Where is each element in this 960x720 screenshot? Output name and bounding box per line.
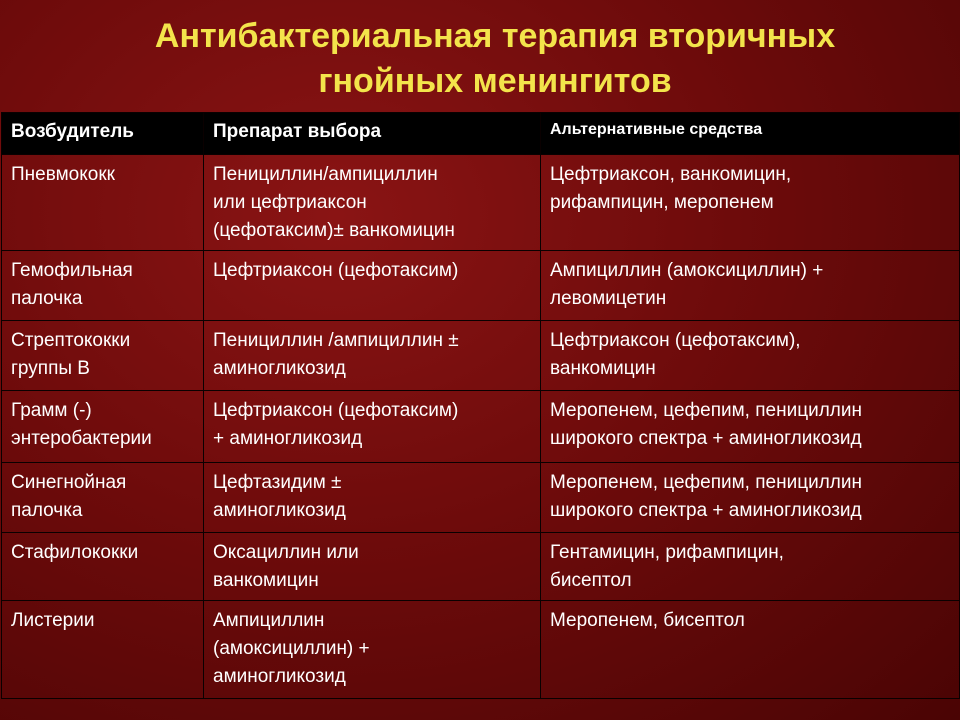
cell-pathogen xyxy=(2,463,204,533)
cell-line: аминогликозид xyxy=(213,666,346,687)
cell-line: аминогликозид xyxy=(213,500,346,521)
antibacterial-therapy-table xyxy=(1,112,960,699)
cell-line: или цефтриаксон xyxy=(213,192,367,213)
cell-line: рифампицин, меропенем xyxy=(550,192,774,213)
cell-line: Цефтазидим ± xyxy=(213,472,342,493)
cell-alternatives xyxy=(541,391,960,463)
header-pathogen: Возбудитель xyxy=(2,113,204,155)
slide-title xyxy=(0,14,960,104)
cell-pathogen xyxy=(2,601,204,699)
table-row xyxy=(2,155,960,251)
cell-pathogen xyxy=(2,155,204,251)
cell-line: + аминогликозид xyxy=(213,428,363,449)
cell-line: Цефтриаксон (цефотаксим) xyxy=(213,400,459,421)
cell-line: палочка xyxy=(11,500,83,521)
cell-drug-of-choice xyxy=(204,391,541,463)
table-row xyxy=(2,533,960,601)
cell-line: аминогликозид xyxy=(213,358,346,379)
cell-pathogen xyxy=(2,251,204,321)
cell-line: (цефотаксим)± ванкомицин xyxy=(213,220,455,241)
cell-line: широкого спектра + аминогликозид xyxy=(550,428,862,449)
slide-title-line-2: гнойных менингитов xyxy=(318,62,672,100)
table-row xyxy=(2,463,960,533)
cell-pathogen xyxy=(2,321,204,391)
cell-line: Меропенем, цефепим, пенициллин xyxy=(550,472,862,493)
cell-pathogen xyxy=(2,391,204,463)
cell-line: широкого спектра + аминогликозид xyxy=(550,500,862,521)
cell-line: Стафилококки xyxy=(11,542,139,563)
cell-line: Цефтриаксон, ванкомицин, xyxy=(550,164,792,185)
table-row xyxy=(2,251,960,321)
cell-drug-of-choice xyxy=(204,463,541,533)
cell-line: группы В xyxy=(11,358,90,379)
cell-line: левомицетин xyxy=(550,288,667,309)
header-alternatives: Альтернативные средства xyxy=(541,113,960,155)
cell-line: Цефтриаксон (цефотаксим), xyxy=(550,330,801,351)
cell-line: Листерии xyxy=(11,610,95,631)
slide-title-line-1: Антибактериальная терапия вторичных xyxy=(154,17,836,55)
cell-line: палочка xyxy=(11,288,83,309)
cell-drug-of-choice xyxy=(204,601,541,699)
cell-line: Меропенем, цефепим, пенициллин xyxy=(550,400,862,421)
cell-alternatives xyxy=(541,251,960,321)
cell-alternatives xyxy=(541,155,960,251)
cell-alternatives xyxy=(541,601,960,699)
cell-line: Меропенем, бисептол xyxy=(550,610,745,631)
cell-line: Пневмококк xyxy=(11,164,115,185)
cell-drug-of-choice xyxy=(204,533,541,601)
cell-line: Стрептококки xyxy=(11,330,131,351)
cell-line: Грамм (-) xyxy=(11,400,92,421)
cell-line: Ампициллин (амоксициллин) + xyxy=(550,260,824,281)
cell-line: ванкомицин xyxy=(550,358,656,379)
cell-line: Гентамицин, рифампицин, xyxy=(550,542,784,563)
table-header-row xyxy=(2,113,960,155)
table-row xyxy=(2,601,960,699)
cell-line: Оксациллин или xyxy=(213,542,359,563)
cell-pathogen xyxy=(2,533,204,601)
cell-line: энтеробактерии xyxy=(11,428,152,449)
cell-line: Пенициллин/ампициллин xyxy=(213,164,438,185)
cell-line: Цефтриаксон (цефотаксим) xyxy=(213,260,459,281)
cell-line: Синегнойная xyxy=(11,472,127,493)
cell-line: бисептол xyxy=(550,570,632,591)
table-row xyxy=(2,321,960,391)
cell-alternatives xyxy=(541,463,960,533)
cell-drug-of-choice xyxy=(204,251,541,321)
header-drug-of-choice: Препарат выбора xyxy=(204,113,541,155)
cell-drug-of-choice xyxy=(204,321,541,391)
cell-line: Гемофильная xyxy=(11,260,133,281)
cell-line: Пенициллин /ампициллин ± xyxy=(213,330,459,351)
cell-line: Ампициллин xyxy=(213,610,325,631)
cell-alternatives xyxy=(541,533,960,601)
cell-alternatives xyxy=(541,321,960,391)
cell-line: (амоксициллин) + xyxy=(213,638,370,659)
cell-drug-of-choice xyxy=(204,155,541,251)
cell-line: ванкомицин xyxy=(213,570,319,591)
table-row xyxy=(2,391,960,463)
